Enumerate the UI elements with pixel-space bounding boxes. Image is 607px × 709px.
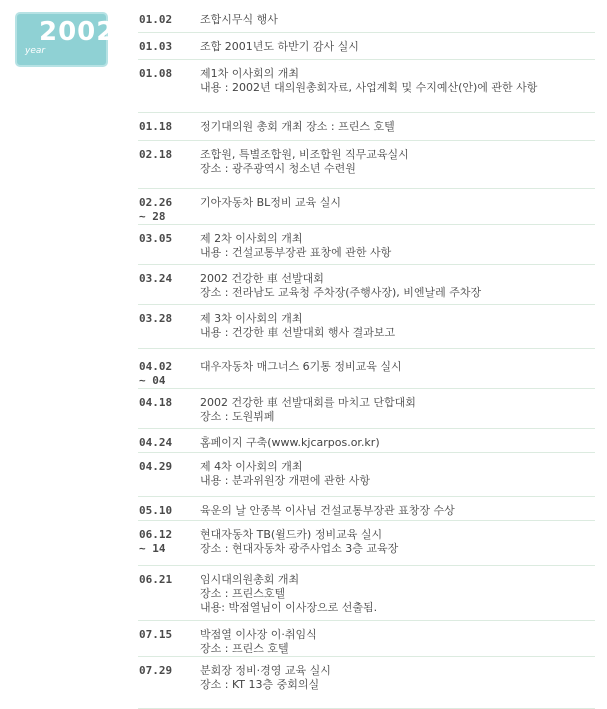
entry-line: 육운의 날 안종복 이사님 건설교통부장관 표창장 수상 bbox=[200, 504, 455, 517]
entry-date-line: 07.29 bbox=[139, 664, 173, 677]
entry-date-line: 07.15 bbox=[139, 628, 173, 641]
entry-description bbox=[200, 232, 592, 260]
entry-date-line: 01.18 bbox=[139, 120, 173, 133]
entry-date bbox=[139, 360, 172, 388]
entry-date bbox=[139, 272, 172, 286]
entry-line: 장소 : 도원뷔페 bbox=[200, 410, 275, 423]
entry-line: 장소 : 현대자동차 광주사업소 3층 교육장 bbox=[200, 542, 399, 555]
entry-line: 제 2차 이사회의 개최 bbox=[200, 232, 303, 245]
entry-description bbox=[200, 664, 592, 692]
entry-line: 제 3차 이사회의 개최 bbox=[200, 312, 303, 325]
entry-line: 제 4차 이사회의 개최 bbox=[200, 460, 303, 473]
entry-date bbox=[139, 628, 172, 642]
entry-line: 장소 : 광주광역시 청소년 수련원 bbox=[200, 162, 356, 175]
entry-date-line: 02.26 bbox=[139, 196, 173, 209]
entry-line: 제1차 이사회의 개최 bbox=[200, 67, 299, 80]
entry-date bbox=[139, 312, 172, 326]
entry-description bbox=[200, 148, 592, 176]
entry-date-line: ~ 28 bbox=[139, 210, 166, 223]
timeline-row bbox=[138, 357, 595, 389]
entry-date bbox=[139, 504, 172, 518]
entry-date-line: 04.18 bbox=[139, 396, 173, 409]
entry-description bbox=[200, 360, 592, 374]
entry-description bbox=[200, 196, 592, 210]
entry-date-line: 04.24 bbox=[139, 436, 173, 449]
entry-date bbox=[139, 460, 172, 474]
entry-line: 홈페이지 구축(www.kjcarpos.or.kr) bbox=[200, 436, 380, 449]
entry-line: 현대자동차 TB(윌드카) 정비교육 실시 bbox=[200, 528, 383, 541]
timeline-row bbox=[138, 501, 595, 521]
entry-line: 2002 건강한 車 선발대회를 마치고 단합대회 bbox=[200, 396, 416, 409]
year-number: 2002 bbox=[39, 17, 116, 47]
entry-date-line: 01.03 bbox=[139, 40, 173, 53]
entry-date bbox=[139, 196, 172, 224]
entry-line: 내용 : 건강한 車 선발대회 행사 결과보고 bbox=[200, 326, 396, 339]
entry-line: 2002 건강한 車 선발대회 bbox=[200, 272, 324, 285]
entry-description bbox=[200, 13, 592, 27]
timeline-row bbox=[138, 625, 595, 657]
entry-description bbox=[200, 396, 592, 424]
timeline-row bbox=[138, 117, 595, 141]
entry-date-line: 03.24 bbox=[139, 272, 173, 285]
entry-line: 조합원, 특별조합원, 비조합원 직무교육실시 bbox=[200, 148, 409, 161]
entry-date bbox=[139, 573, 172, 587]
entry-date bbox=[139, 40, 172, 54]
entry-date-line: 05.10 bbox=[139, 504, 173, 517]
timeline-row bbox=[138, 393, 595, 429]
entry-line: 대우자동차 매그너스 6기통 정비교육 실시 bbox=[200, 360, 402, 373]
entry-date bbox=[139, 120, 172, 134]
entry-date bbox=[139, 664, 172, 678]
entry-date bbox=[139, 396, 172, 410]
entry-description bbox=[200, 272, 592, 300]
entry-date-line: 06.12 bbox=[139, 528, 173, 541]
entry-line: 장소 : 프린스호텔 bbox=[200, 587, 286, 600]
entry-date-line: 06.21 bbox=[139, 573, 173, 586]
entry-date-line: ~ 14 bbox=[139, 542, 166, 555]
entry-line: 정기대의원 총회 개최 장소 : 프린스 호텔 bbox=[200, 120, 395, 133]
entry-line: 조합시무식 행사 bbox=[200, 13, 278, 26]
entry-date-line: ~ 04 bbox=[139, 374, 166, 387]
timeline-row bbox=[138, 145, 595, 189]
timeline-row bbox=[138, 37, 595, 60]
entry-date bbox=[139, 13, 172, 27]
entry-description bbox=[200, 528, 592, 556]
entry-line: 분회장 정비·경영 교육 실시 bbox=[200, 664, 331, 677]
entry-date-line: 03.05 bbox=[139, 232, 173, 245]
entry-description bbox=[200, 40, 592, 54]
entry-line: 임시대의원총회 개최 bbox=[200, 573, 300, 586]
year-badge bbox=[15, 12, 116, 67]
timeline-row bbox=[138, 64, 595, 113]
entry-description bbox=[200, 628, 592, 656]
timeline-row bbox=[138, 433, 595, 453]
entry-line: 내용 : 건설교통부장관 표창에 관한 사항 bbox=[200, 246, 392, 259]
entry-description bbox=[200, 120, 592, 134]
entry-line: 장소 : 전라남도 교육청 주차장(주행사장), 비엔날레 주차장 bbox=[200, 286, 482, 299]
entry-date bbox=[139, 232, 172, 246]
entry-description bbox=[200, 436, 592, 450]
entry-line: 장소 : KT 13층 중회의실 bbox=[200, 678, 320, 691]
timeline-row bbox=[138, 10, 595, 33]
year-label: year bbox=[25, 46, 46, 56]
timeline-row bbox=[138, 525, 595, 566]
timeline-row bbox=[138, 570, 595, 621]
timeline-row bbox=[138, 229, 595, 265]
entry-date-line: 01.08 bbox=[139, 67, 173, 80]
entry-date-line: 04.29 bbox=[139, 460, 173, 473]
entry-line: 장소 : 프린스 호텔 bbox=[200, 642, 289, 655]
entry-description bbox=[200, 312, 592, 340]
entry-line: 내용: 박점열님이 이사장으로 선출됨. bbox=[200, 601, 378, 614]
timeline-row bbox=[138, 661, 595, 709]
entry-date bbox=[139, 528, 172, 556]
entry-description bbox=[200, 504, 592, 518]
entry-date bbox=[139, 436, 172, 450]
entry-date-line: 02.18 bbox=[139, 148, 173, 161]
entry-line: 기아자동차 BL정비 교육 실시 bbox=[200, 196, 342, 209]
timeline-row bbox=[138, 309, 595, 349]
entry-date bbox=[139, 148, 172, 162]
entry-date-line: 03.28 bbox=[139, 312, 173, 325]
entry-description bbox=[200, 460, 592, 488]
entry-date bbox=[139, 67, 172, 81]
entry-date-line: 04.02 bbox=[139, 360, 173, 373]
timeline-row bbox=[138, 457, 595, 497]
entry-line: 조합 2001년도 하반기 감사 실시 bbox=[200, 40, 359, 53]
timeline-row bbox=[138, 193, 595, 225]
entry-date-line: 01.02 bbox=[139, 13, 173, 26]
timeline-row bbox=[138, 269, 595, 305]
entry-description bbox=[200, 67, 592, 95]
entry-description bbox=[200, 573, 592, 615]
entry-line: 박점열 이사장 이·취임식 bbox=[200, 628, 317, 641]
entry-line: 내용 : 2002년 대의원총회자료, 사업계획 및 수지예산(안)에 관한 사항 bbox=[200, 81, 538, 94]
entry-line: 내용 : 분과위원장 개편에 관한 사항 bbox=[200, 474, 370, 487]
